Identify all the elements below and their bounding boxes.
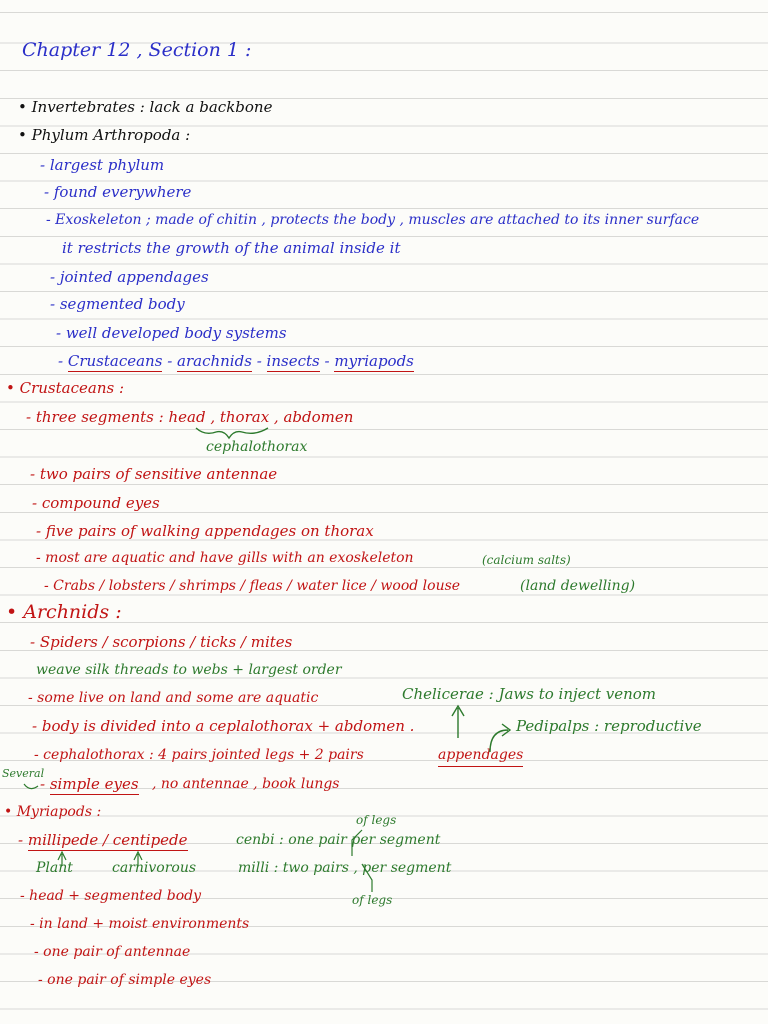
note-line: • Phylum Arthropoda : [18, 126, 191, 144]
note-line: - largest phylum [40, 156, 165, 174]
note-annotation: of legs [356, 813, 397, 827]
chelicerae-arrow [452, 706, 464, 738]
note-annotation: carnivorous [112, 860, 197, 876]
note-line: - cephalothorax : 4 pairs jointed legs + 2 pairs [34, 747, 364, 763]
class-item: myriapods [334, 352, 414, 370]
note-line: - two pairs of sensitive antennae [30, 465, 278, 483]
note-annotation: Chelicerae : Jaws to inject venom [402, 685, 657, 703]
note-line: - compound eyes [32, 494, 160, 512]
note-annotation: Plant [36, 860, 73, 876]
note-line: weave silk threads to webs + largest order [36, 662, 342, 678]
class-item: arachnids [177, 352, 252, 370]
classes-list [58, 351, 414, 371]
note-line: - one pair of simple eyes [38, 972, 212, 988]
section-heading: • Myriapods : [4, 804, 102, 820]
note-line: - body is divided into a ceplalothorax + abdomen . [32, 717, 415, 735]
note-line: - Crabs / lobsters / shrimps / fleas / water lice / wood louse [44, 578, 461, 594]
class-item: insects [266, 352, 320, 370]
note-annotation: Pedipalps : reproductive [516, 717, 702, 735]
class-separator: - [256, 352, 267, 370]
note-annotation: Several [2, 767, 45, 780]
note-annotation: of legs [352, 893, 393, 907]
note-line: - Spiders / scorpions / ticks / mites [30, 633, 293, 651]
note-line: - jointed appendages [50, 268, 209, 286]
class-separator: - [324, 352, 335, 370]
note-line: - millipede / centipede [18, 831, 188, 849]
note-line: , no antennae , book lungs [152, 776, 340, 792]
note-line: - most are aquatic and have gills with an exoskeleton [36, 550, 414, 566]
class-separator: - [167, 352, 178, 370]
page-title: Chapter 12 , Section 1 : [22, 39, 252, 61]
note-line: • Invertebrates : lack a backbone [18, 98, 273, 116]
note-annotation: cenbi : one pair per segment [236, 832, 441, 848]
several-mark [24, 784, 38, 789]
section-heading: • Crustaceans : [6, 379, 124, 397]
note-line: appendages [438, 745, 523, 767]
note-line: cephalothorax [206, 439, 308, 455]
note-line: it restricts the growth of the animal inside it [62, 239, 401, 257]
note-line: - one pair of antennae [34, 944, 191, 960]
note-annotation: (calcium salts) [482, 553, 571, 567]
class-item: - [58, 352, 68, 370]
note-line: - some live on land and some are aquatic [28, 690, 319, 706]
note-line: - segmented body [50, 295, 185, 313]
section-heading: • Archnids : [6, 601, 122, 623]
note-line: - five pairs of walking appendages on thorax [36, 522, 374, 540]
note-line: - well developed body systems [56, 324, 287, 342]
class-item: Crustaceans [67, 352, 163, 370]
note-annotation: milli : two pairs , per segment [238, 860, 452, 876]
note-line: - three segments : head , thorax , abdomen [26, 408, 354, 426]
note-line: - in land + moist environments [30, 916, 250, 932]
note-line: - simple eyes [40, 775, 139, 793]
note-line: - found everywhere [44, 183, 192, 201]
note-line: - head + segmented body [20, 888, 202, 904]
note-annotation: (land dewelling) [520, 578, 636, 594]
note-line: - Exoskeleton ; made of chitin , protects the body , muscles are attached to its inner surface [46, 212, 700, 228]
